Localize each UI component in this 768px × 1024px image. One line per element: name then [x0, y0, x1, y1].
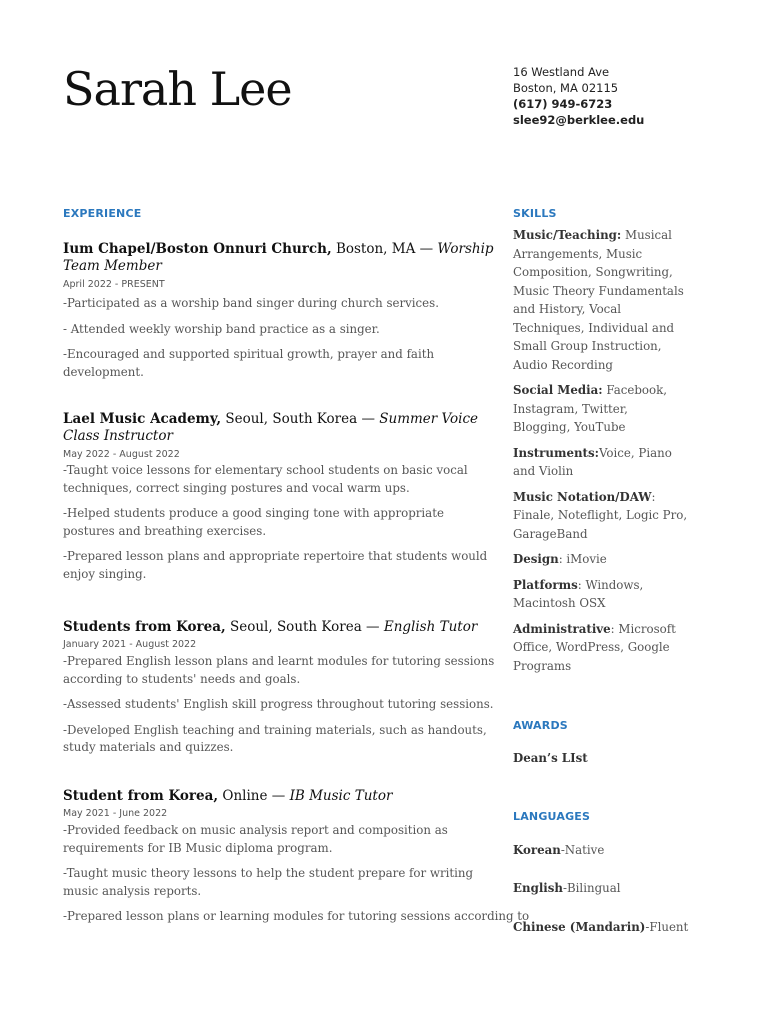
contact-block — [513, 64, 644, 128]
skill-value: : Windows, Macintosh OSX — [513, 577, 644, 610]
skill-item — [513, 550, 688, 569]
job-bullet: -Helped students produce a good singing tone with appropriate postures and breathing exercises. — [63, 506, 444, 538]
job-location: Seoul, South Korea — — [225, 619, 384, 635]
job-bullet: -Participated as a worship band singer during church services. — [63, 296, 439, 310]
skills-list — [513, 226, 688, 675]
phone-number: (617) 949-6723 — [513, 97, 613, 111]
job-bullet: -Taught voice lessons for elementary school students on basic vocal techniques, correct singing postures and vocal warm ups. — [63, 463, 468, 495]
job-role: Worship Team Member — [63, 241, 494, 274]
job-date: May 2022 - August 2022 — [63, 449, 180, 460]
awards-heading: AWARDS — [513, 719, 568, 732]
skill-item — [513, 444, 688, 481]
job-bullet: -Prepared English lesson plans and learnt modules for tutoring sessions according to students' needs and goals. — [63, 654, 495, 686]
address-line-1: 16 Westland Ave — [513, 65, 610, 79]
job-title — [63, 788, 495, 805]
job-bullet: -Developed English teaching and training materials, such as handouts, study materials and quizzes. — [63, 722, 487, 754]
skill-item — [513, 226, 688, 374]
experience-heading: EXPERIENCE — [63, 207, 142, 220]
job-entry — [63, 619, 495, 757]
language-level: -Native — [560, 843, 605, 857]
job-date: April 2022 - PRESENT — [63, 279, 165, 290]
job-org: Student from Korea, — [63, 788, 219, 804]
job-entry — [63, 788, 530, 926]
skill-key: Instruments: — [513, 445, 599, 460]
job-bullet: - Attended weekly worship band practice as a singer. — [63, 321, 380, 336]
skill-key: Platforms — [513, 577, 578, 592]
job-title — [63, 241, 495, 275]
language-level: -Bilingual — [563, 881, 621, 895]
skill-key: Design — [513, 552, 559, 566]
skill-item — [513, 381, 688, 437]
skill-item — [513, 576, 688, 613]
job-org: Students from Korea, — [63, 619, 226, 635]
skill-value: Musical Arrangements, Music Composition, Songwriting, Music Theory Fundamentals and History, Vocal Techniques, Individual and Small Group Instruction, Audio Recording — [513, 228, 684, 372]
award-item: Dean’s LIst — [513, 751, 588, 765]
job-title — [63, 411, 495, 445]
skill-key: Music/Teaching: — [513, 228, 622, 242]
job-bullet: -Assessed students' English skill progress throughout tutoring sessions. — [63, 697, 494, 711]
skill-value: : Finale, Noteflight, Logic Pro, GarageBand — [513, 489, 688, 541]
address-line-2: Boston, MA 02115 — [513, 81, 619, 95]
skill-value: Facebook, Instagram, Twitter, Blogging, YouTube — [513, 383, 667, 434]
job-title — [63, 619, 495, 636]
job-date: May 2021 - June 2022 — [63, 808, 168, 819]
job-location: Online — — [218, 788, 290, 804]
language-item — [513, 843, 604, 857]
language-name: Chinese (Mandarin) — [513, 920, 646, 934]
job-bullet: -Taught music theory lessons to help the student prepare for writing music analysis reports. — [63, 866, 474, 898]
job-org: Ium Chapel/Boston Onnuri Church, — [63, 241, 332, 257]
skill-value: : Microsoft Office, WordPress, Google Programs — [513, 621, 676, 673]
skill-value: Voice, Piano and Violin — [513, 445, 672, 478]
skill-key: Music Notation/DAW — [513, 489, 652, 504]
language-item — [513, 881, 621, 895]
job-role: Summer Voice Class Instructor — [63, 411, 479, 444]
skill-key: Social Media: — [513, 383, 603, 397]
job-date: January 2021 - August 2022 — [63, 639, 197, 650]
language-item — [513, 920, 688, 934]
job-bullet: -Encouraged and supported spiritual growth, prayer and faith development. — [63, 347, 435, 379]
job-role: English Tutor — [383, 619, 478, 635]
job-entry — [63, 411, 495, 583]
skill-item — [513, 620, 688, 676]
job-location: Boston, MA — — [331, 241, 438, 257]
email-address: slee92@berklee.edu — [513, 113, 645, 127]
language-level: -Fluent — [645, 920, 689, 934]
skill-key: Administrative — [513, 621, 611, 636]
job-role: IB Music Tutor — [289, 788, 393, 804]
job-location: Seoul, South Korea — — [221, 411, 380, 427]
skill-value: : iMovie — [558, 552, 607, 566]
job-bullet: -Prepared lesson plans or learning modules for tutoring sessions according to — [63, 909, 530, 923]
job-bullet: -Prepared lesson plans and appropriate repertoire that students would enjoy singing. — [63, 549, 488, 581]
job-bullet: -Provided feedback on music analysis report and composition as requirements for IB Music diploma program. — [63, 823, 448, 855]
languages-heading: LANGUAGES — [513, 810, 591, 823]
job-org: Lael Music Academy, — [63, 411, 222, 427]
language-name: English — [513, 881, 563, 895]
language-name: Korean — [513, 843, 561, 857]
resume-name: Sarah Lee — [63, 62, 292, 116]
job-entry — [63, 241, 495, 381]
skills-heading: SKILLS — [513, 207, 557, 220]
skill-item — [513, 488, 688, 544]
